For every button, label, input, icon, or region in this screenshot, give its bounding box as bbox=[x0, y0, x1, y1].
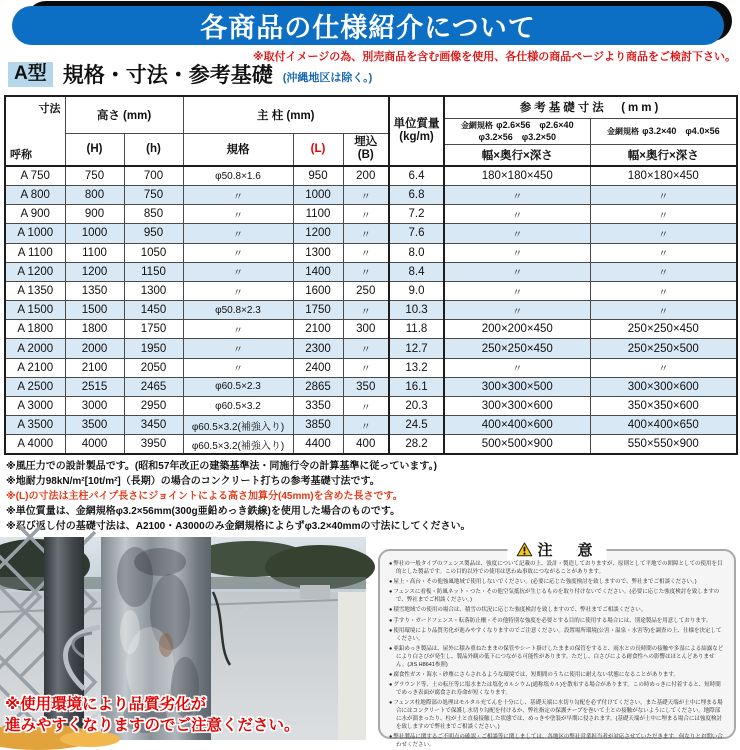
top-note: ※取付イメージの為、別売商品を含む画像を使用、各仕様の商品ページより商品をご検討下さい。 bbox=[252, 51, 736, 63]
caution-item: ● フェンスに看板・防風ネット・つた・その他空気抵抗が生じるものを取り付けないでください。(必要に応じた強度検討を致しますので、弊社までご相談ください。) bbox=[389, 589, 725, 605]
value-cell: 〃 bbox=[343, 243, 389, 262]
value-cell: 〃 bbox=[183, 281, 293, 300]
value-cell: 〃 bbox=[590, 224, 737, 243]
value-cell: 400 bbox=[343, 435, 389, 454]
caution-item: ● 弊社製品に関するご不明点の確認・ご相談等に関しましては、各地区の弊社営業担当者が対応させていただきます。何なりとお問い合わせください。 bbox=[389, 734, 725, 750]
model-cell: A 800 bbox=[5, 185, 65, 204]
caution-item: ● 腐食性ガス・海水・砂塵にさらされるような環境では、短期間のうちに使用に耐えない状態になることがあります。 bbox=[389, 672, 725, 680]
value-cell: 3000 bbox=[65, 397, 124, 416]
table-row bbox=[5, 281, 737, 300]
value-cell: 350×350×600 bbox=[590, 397, 737, 416]
value-cell: 〃 bbox=[444, 262, 590, 281]
header-h: (h) bbox=[124, 133, 183, 166]
caution-item: ● フェンス柱地際部の処理はモルタル充てんを十分にし、基礎天端に水切り勾配を必ず付けてください。また基礎天端が土中に埋まる場合にはコンクリートで保護し水切り勾配を付けるか、弊社指定の保護テープを巻いて土との接触がないようにしてください。地際部に水が溜まったり、柱が土と直接接触した状態では、めっきや塗装が早期に侵されます。(基礎天端が土中に埋まる場合には強度検討を致しますので弊社までご相談ください。) bbox=[389, 700, 725, 731]
model-cell: A 1800 bbox=[5, 320, 65, 339]
caution-panel bbox=[378, 542, 736, 748]
table-row bbox=[5, 377, 737, 396]
corner-header bbox=[5, 96, 65, 166]
spec-table bbox=[4, 95, 738, 455]
table-row bbox=[5, 224, 737, 243]
value-cell: 〃 bbox=[343, 397, 389, 416]
caution-item: ● 亜鉛めっき製品は、屋外に積み重ねたままの保管やシート掛けしたままの保管をすると、雨水との長時間の接触や多湿による結露などにより白さびが発生し、製品外観の低下につながる可能性があります。ただし、白さびによる耐食性への影響はほとんどありません。(JIS H8641参照) bbox=[389, 646, 725, 669]
table-row bbox=[5, 397, 737, 416]
mesh-label: 金網規格 bbox=[460, 120, 493, 130]
value-cell: 250 bbox=[343, 281, 389, 300]
value-cell: 〃 bbox=[183, 320, 293, 339]
caution-item: ● 使用環境により品質劣化が進みやすくなりますのでご注意ください。設置場所環境(公害・温泉・水害等)を調査の上、仕様を決定してください。 bbox=[389, 628, 725, 644]
value-cell: 9.0 bbox=[389, 281, 444, 300]
model-cell: A 4000 bbox=[5, 435, 65, 454]
corner-label-model: 呼称 bbox=[10, 149, 32, 162]
spec-table-wrap bbox=[4, 95, 736, 455]
value-cell: 〃 bbox=[444, 224, 590, 243]
value-cell: 400×400×650 bbox=[590, 416, 737, 435]
table-row bbox=[5, 358, 737, 377]
model-cell: A 1500 bbox=[5, 301, 65, 320]
value-cell: 800 bbox=[65, 185, 124, 204]
table-row bbox=[5, 185, 737, 204]
header-height: 高さ (mm) bbox=[65, 96, 183, 133]
model-cell: A 2500 bbox=[5, 377, 65, 396]
caution-legend bbox=[507, 539, 606, 560]
value-cell: 550×550×900 bbox=[590, 435, 737, 454]
value-cell: φ50.8×1.6 bbox=[183, 166, 293, 185]
value-cell: 250×250×500 bbox=[590, 339, 737, 358]
value-cell: 1100 bbox=[65, 243, 124, 262]
value-cell: 28.2 bbox=[389, 435, 444, 454]
model-cell: A 2000 bbox=[5, 339, 65, 358]
value-cell: 〃 bbox=[183, 262, 293, 281]
value-cell: 〃 bbox=[444, 281, 590, 300]
value-cell: 2465 bbox=[124, 377, 183, 396]
value-cell: 3350 bbox=[293, 397, 343, 416]
value-cell: 2300 bbox=[293, 339, 343, 358]
value-cell: 7.2 bbox=[389, 205, 444, 224]
table-row bbox=[5, 243, 737, 262]
photo-caption-line2: 進みやすくなりますのでご注意ください。 bbox=[5, 717, 300, 734]
section-title: 規格・寸法・参考基礎 bbox=[62, 63, 273, 87]
warning-triangle-icon bbox=[516, 542, 532, 557]
value-cell: 〃 bbox=[343, 339, 389, 358]
value-cell: 1500 bbox=[65, 301, 124, 320]
header-pillar: 主 柱 (mm) bbox=[183, 96, 389, 133]
value-cell: 〃 bbox=[444, 185, 590, 204]
value-cell: 〃 bbox=[183, 339, 293, 358]
value-cell: 900 bbox=[65, 205, 124, 224]
header-mesh-spec-1 bbox=[444, 118, 590, 144]
value-cell: 〃 bbox=[590, 243, 737, 262]
value-cell: 3450 bbox=[124, 416, 183, 435]
value-cell: 3850 bbox=[293, 416, 343, 435]
fence-photo bbox=[0, 537, 366, 740]
header-spec: 規格 bbox=[183, 133, 293, 166]
value-cell: 〃 bbox=[343, 262, 389, 281]
header-L: (L) bbox=[293, 133, 343, 166]
value-cell: 〃 bbox=[444, 358, 590, 377]
header-unit-mass-line2: (kg/m) bbox=[399, 131, 434, 144]
value-cell: 20.3 bbox=[389, 397, 444, 416]
value-cell: 2000 bbox=[65, 339, 124, 358]
mesh1-line2: φ3.2×56 φ3.2×50 bbox=[478, 132, 556, 143]
value-cell: 〃 bbox=[590, 281, 737, 300]
value-cell: 7.6 bbox=[389, 224, 444, 243]
value-cell: 4000 bbox=[65, 435, 124, 454]
header-embed bbox=[343, 133, 389, 166]
header-embed-line1: 埋込 bbox=[354, 136, 378, 149]
table-row bbox=[5, 166, 737, 185]
value-cell: 〃 bbox=[444, 243, 590, 262]
type-badge: A型 bbox=[8, 62, 53, 87]
spec-table-body bbox=[5, 166, 737, 454]
value-cell: 1150 bbox=[124, 262, 183, 281]
value-cell: 850 bbox=[124, 205, 183, 224]
value-cell: 〃 bbox=[590, 205, 737, 224]
value-cell: 〃 bbox=[183, 185, 293, 204]
value-cell: 500×500×900 bbox=[444, 435, 590, 454]
value-cell: 2400 bbox=[293, 358, 343, 377]
value-cell: 〃 bbox=[590, 185, 737, 204]
value-cell: 12.7 bbox=[389, 339, 444, 358]
header-reference-base: 参考基礎寸法 (mm) bbox=[444, 96, 737, 118]
value-cell: 〃 bbox=[183, 224, 293, 243]
value-cell: 750 bbox=[65, 166, 124, 185]
value-cell: 〃 bbox=[590, 358, 737, 377]
value-cell: 1100 bbox=[293, 205, 343, 224]
value-cell: 2100 bbox=[65, 358, 124, 377]
value-cell: 〃 bbox=[343, 205, 389, 224]
header-embed-line2: (B) bbox=[357, 149, 374, 162]
header-H: (H) bbox=[65, 133, 124, 166]
value-cell: φ60.5×3.2 bbox=[183, 397, 293, 416]
footnote-line: ※地耐力98kN/m²[10t/m²]（長期）の場合のコンクリート打ちの参考基礎寸法です。 bbox=[6, 476, 380, 487]
model-cell: A 1000 bbox=[5, 224, 65, 243]
photo-right-post bbox=[338, 592, 366, 740]
value-cell: 400×400×600 bbox=[444, 416, 590, 435]
header-unit-mass bbox=[389, 96, 444, 166]
footnote-line: ※(L)の寸法は主柱パイプ長さにジョイントによる高さ加算分(45mm)を含めた長さです。 bbox=[6, 491, 403, 502]
value-cell: 2950 bbox=[124, 397, 183, 416]
value-cell: 1450 bbox=[124, 301, 183, 320]
corner-label-dimension: 寸法 bbox=[38, 103, 61, 115]
table-row bbox=[5, 416, 737, 435]
model-cell: A 750 bbox=[5, 166, 65, 185]
value-cell: 2050 bbox=[124, 358, 183, 377]
value-cell: 1800 bbox=[65, 320, 124, 339]
value-cell: 950 bbox=[293, 166, 343, 185]
table-row bbox=[5, 262, 737, 281]
value-cell: 8.0 bbox=[389, 243, 444, 262]
banner-title: 各商品の仕様紹介について bbox=[200, 13, 536, 43]
caution-list bbox=[380, 551, 734, 748]
value-cell: 2865 bbox=[293, 377, 343, 396]
caution-item: ● 積雪地域での使用の場合は、積雪の状況に応じた強度検討を致しますので、弊社までご相談ください。 bbox=[389, 607, 725, 615]
caution-item: ● グラウンド等、土の転圧等に塩水または塩化カルシウム(通称塩カル)を散布する場合があります。この時めっきに付着すると、短時間でめっき表面が腐食され寿命が短くなります。 bbox=[389, 682, 725, 698]
value-cell: 1000 bbox=[293, 185, 343, 204]
value-cell: 350 bbox=[343, 377, 389, 396]
value-cell: 1750 bbox=[124, 320, 183, 339]
value-cell: φ60.5×2.3 bbox=[183, 377, 293, 396]
value-cell: 300×300×500 bbox=[444, 377, 590, 396]
model-cell: A 1100 bbox=[5, 243, 65, 262]
value-cell: 3500 bbox=[65, 416, 124, 435]
table-row bbox=[5, 339, 737, 358]
value-cell: 1200 bbox=[65, 262, 124, 281]
mesh-label: 金網規格 bbox=[606, 126, 639, 136]
caution-item: ● 手すり・ガードフェンス・転落防止柵・その他特別な強度を必要とする目的に使用する場合には、別途製品を用意しております。 bbox=[389, 618, 725, 626]
value-cell: 〃 bbox=[590, 262, 737, 281]
value-cell: 180×180×450 bbox=[590, 166, 737, 185]
photo-caption bbox=[5, 694, 300, 736]
value-cell: 1200 bbox=[293, 224, 343, 243]
value-cell: 〃 bbox=[590, 301, 737, 320]
value-cell: 〃 bbox=[183, 243, 293, 262]
value-cell: φ60.5×3.2(補強入り) bbox=[183, 416, 293, 435]
model-cell: A 1350 bbox=[5, 281, 65, 300]
value-cell: 10.3 bbox=[389, 301, 444, 320]
caution-item: ● 屋上・高台・その他強風地域で使用しないでください。(必要に応じた強度検討を致しますので、弊社までご相談ください。) bbox=[389, 579, 725, 587]
value-cell: 24.5 bbox=[389, 416, 444, 435]
value-cell: 〃 bbox=[343, 224, 389, 243]
value-cell: 1750 bbox=[293, 301, 343, 320]
value-cell: 〃 bbox=[183, 205, 293, 224]
value-cell: 200×200×450 bbox=[444, 320, 590, 339]
value-cell: 〃 bbox=[183, 358, 293, 377]
value-cell: 〃 bbox=[343, 358, 389, 377]
value-cell: 〃 bbox=[343, 185, 389, 204]
footnote-line: ※忍び返し付の基礎寸法は、A2100・A3000のみ金網規格によらずφ3.2×40mmの寸法にしてください。 bbox=[6, 521, 471, 532]
header-dims-1: 幅×奥行×深さ bbox=[444, 144, 590, 166]
model-cell: A 2100 bbox=[5, 358, 65, 377]
table-row bbox=[5, 301, 737, 320]
value-cell: 11.8 bbox=[389, 320, 444, 339]
value-cell: 1600 bbox=[293, 281, 343, 300]
value-cell: 250×250×450 bbox=[590, 320, 737, 339]
value-cell: 300 bbox=[343, 320, 389, 339]
section-subtitle: (沖縄地区は除く。) bbox=[282, 71, 373, 84]
page-banner bbox=[12, 6, 724, 45]
value-cell: 13.2 bbox=[389, 358, 444, 377]
value-cell: 700 bbox=[124, 166, 183, 185]
value-cell: 1050 bbox=[124, 243, 183, 262]
value-cell: 〃 bbox=[343, 416, 389, 435]
value-cell: 300×300×600 bbox=[444, 397, 590, 416]
header-mesh-spec-2 bbox=[590, 118, 737, 144]
value-cell: 300×300×600 bbox=[590, 377, 737, 396]
table-row bbox=[5, 435, 737, 454]
section-heading bbox=[8, 62, 372, 87]
value-cell: 〃 bbox=[444, 301, 590, 320]
value-cell: 1300 bbox=[293, 243, 343, 262]
value-cell: 200 bbox=[343, 166, 389, 185]
value-cell: 〃 bbox=[444, 205, 590, 224]
caution-title: 注 意 bbox=[537, 542, 598, 559]
value-cell: 750 bbox=[124, 185, 183, 204]
header-dims-2: 幅×奥行×深さ bbox=[590, 144, 737, 166]
value-cell: φ60.5×3.2(補強入り) bbox=[183, 435, 293, 454]
value-cell: 1000 bbox=[65, 224, 124, 243]
value-cell: 4400 bbox=[293, 435, 343, 454]
value-cell: 250×250×450 bbox=[444, 339, 590, 358]
value-cell: 2100 bbox=[293, 320, 343, 339]
model-cell: A 1200 bbox=[5, 262, 65, 281]
value-cell: 1300 bbox=[124, 281, 183, 300]
table-row bbox=[5, 320, 737, 339]
table-row bbox=[5, 205, 737, 224]
value-cell: 16.1 bbox=[389, 377, 444, 396]
model-cell: A 3500 bbox=[5, 416, 65, 435]
model-cell: A 900 bbox=[5, 205, 65, 224]
footnotes bbox=[6, 459, 736, 534]
value-cell: 〃 bbox=[343, 301, 389, 320]
caution-item: ● 弊社の一般タイプのフェンス製品は、強度について記載の上、設計・製造しておりますが、原則として平地での囲障としての使用を目的とした製品です。この目的以外での使用は思わぬ事故につながることがあります。 bbox=[389, 561, 725, 577]
header-unit-mass-line1: 単位質量 bbox=[393, 117, 440, 130]
value-cell: 6.4 bbox=[389, 166, 444, 185]
value-cell: 1350 bbox=[65, 281, 124, 300]
value-cell: 2515 bbox=[65, 377, 124, 396]
photo-caption-line1: ※使用環境により品質劣化が bbox=[5, 696, 207, 713]
footnote-line: ※風圧力での設計製品です。(昭和57年改正の建築基準法・同施行令の計算基準に従っています。) bbox=[6, 461, 437, 472]
value-cell: 8.4 bbox=[389, 262, 444, 281]
value-cell: 1950 bbox=[124, 339, 183, 358]
mesh1-line1: φ2.6×56 φ2.6×40 bbox=[496, 119, 574, 130]
value-cell: 3950 bbox=[124, 435, 183, 454]
mesh2-line1: φ3.2×40 φ4.0×56 bbox=[642, 125, 720, 136]
value-cell: φ50.8×2.3 bbox=[183, 301, 293, 320]
value-cell: 950 bbox=[124, 224, 183, 243]
value-cell: 180×180×450 bbox=[444, 166, 590, 185]
value-cell: 6.8 bbox=[389, 185, 444, 204]
value-cell: 1400 bbox=[293, 262, 343, 281]
model-cell: A 3000 bbox=[5, 397, 65, 416]
footnote-line: ※単位質量は、金網規格φ3.2×56mm(300g亜鉛めっき鉄線)を使用した場合のものです。 bbox=[6, 506, 401, 517]
